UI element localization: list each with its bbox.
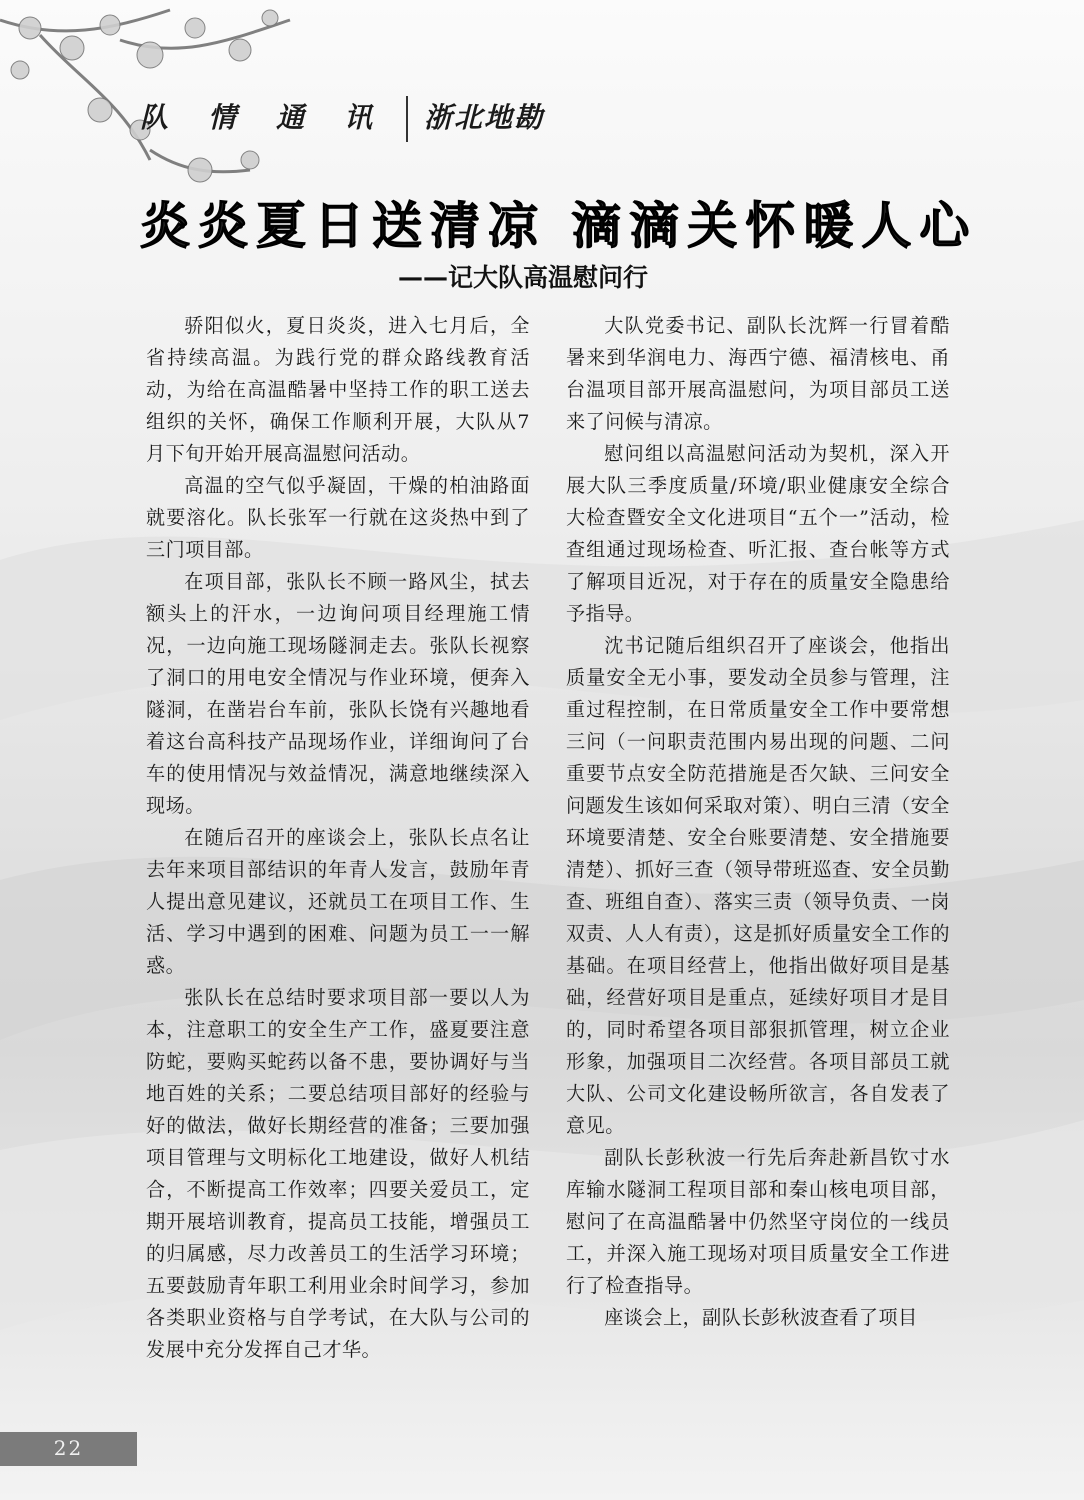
header-word-4: 讯	[344, 101, 375, 134]
left-column	[146, 310, 530, 1366]
paragraph: 张队长在总结时要求项目部一要以人为本，注意职工的安全生产工作，盛夏要注意防蛇，要购买蛇药以备不患，要协调好与当地百姓的关系；二要总结项目部好的经验与好的做法，做好长期经营的准备；三要加强项目管理与文明标化工地建设，做好人机结合，不断提高工作效率；四要关爱员工，定期开展培训教育，提高员工技能，增强员工的归属感，尽力改善员工的生活学习环境；五要鼓励青年职工利用业余时间学习，参加各类职业资格与自学考试，在大队与公司的发展中充分发挥自己才华。	[146, 986, 530, 1361]
paragraph: 在随后召开的座谈会上，张队长点名让去年来项目部结识的年青人发言，鼓励年青人提出意见建议，还就员工在项目工作、生活、学习中遇到的困难、问题为员工一一解惑。	[146, 826, 530, 977]
paragraph: 座谈会上，副队长彭秋波查看了项目	[604, 1306, 918, 1329]
header-word-2: 情	[208, 101, 239, 134]
article-title: 炎炎夏日送清凉 滴滴关怀暖人心	[140, 196, 978, 255]
page-number: 22	[53, 1436, 84, 1460]
header-word-3: 通	[276, 101, 307, 134]
article-subtitle: ——记大队高温慰问行	[398, 263, 649, 292]
paragraph: 骄阳似火，夏日炎炎，进入七月后，全省持续高温。为践行党的群众路线教育活动，为给在高温酷暑中坚持工作的职工送去组织的关怀，确保工作顺利开展，大队从7月下旬开始开展高温慰问活动。	[146, 314, 530, 465]
paragraph: 高温的空气似乎凝固，干燥的柏油路面就要溶化。队长张军一行就在这炎热中到了三门项目部。	[146, 474, 530, 561]
paragraph: 副队长彭秋波一行先后奔赴新昌钦寸水库输水隧洞工程项目部和秦山核电项目部，慰问了在高温酷暑中仍然坚守岗位的一线员工，并深入施工现场对项目质量安全工作进行了检查指导。	[566, 1146, 950, 1297]
paragraph: 沈书记随后组织召开了座谈会，他指出质量安全无小事，要发动全员参与管理，注重过程控制，在日常质量安全工作中要常想三问（一问职责范围内易出现的问题、二问重要节点安全防范措施是否欠缺、三问安全问题发生该如何采取对策）、明白三清（安全环境要清楚、安全台账要清楚、安全措施要清楚）、抓好三查（领导带班巡查、安全员勤查、班组自查）、落实三责（领导负责、一岗双责、人人有责），这是抓好质量安全工作的基础。在项目经营上，他指出做好项目是基础，经营好项目是重点，延续好项目才是目的，同时希望各项目部狠抓管理，树立企业形象，加强项目二次经营。各项目部员工就大队、公司文化建设畅所欲言，各自发表了意见。	[566, 634, 950, 1137]
paragraph: 大队党委书记、副队长沈辉一行冒着酷暑来到华润电力、海西宁德、福清核电、甬台温项目部开展高温慰问，为项目部员工送来了问候与清凉。	[566, 314, 950, 433]
header-divider	[406, 96, 408, 142]
header-word-1: 队	[140, 101, 171, 134]
paragraph: 在项目部，张队长不顾一路风尘，拭去额头上的汗水，一边询问项目经理施工情况，一边向施工现场隧洞走去。张队长视察了洞口的用电安全情况与作业环境，便奔入隧洞，在凿岩台车前，张队长饶有兴趣地看着这台高科技产品现场作业，详细询问了台车的使用情况与效益情况，满意地继续深入现场。	[146, 570, 530, 817]
paragraph: 慰问组以高温慰问活动为契机，深入开展大队三季度质量/环境/职业健康安全综合大检查暨安全文化进项目“五个一”活动，检查组通过现场检查、听汇报、查台帐等方式了解项目近况，对于存在的质量安全隐患给予指导。	[566, 442, 950, 625]
right-column	[566, 310, 950, 1334]
header-brand: 浙北地勘	[424, 101, 545, 134]
section-header	[140, 96, 600, 144]
